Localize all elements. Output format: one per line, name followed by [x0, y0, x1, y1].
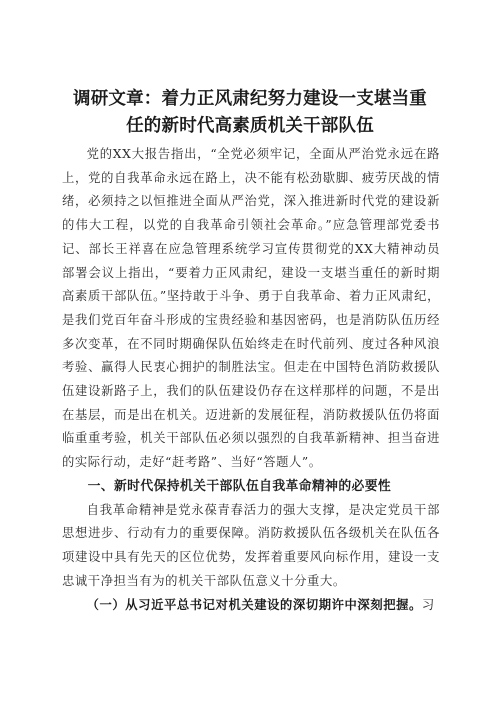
- paragraph-intro: 党的XX大报告指出，“全党必须牢记，全面从严治党永远在路上，党的自我革命永远在路上，决不能有松劲歇脚、疲劳厌战的情绪，必须持之以恒推进全面从严治党，深入推进新时代党的建设新的伟大工程，以党的自我革命引领社会革命。”应急管理部党委书记、部长王祥喜在应急管理系统学习宣传贯彻党的XX大精神动员部署会议上指出，“要着力正风肃纪，建设一支堪当重任的新时期高素质干部队伍。”坚持敢于斗争、勇于自我革命、着力正风肃纪，是我们党百年奋斗形成的宝贵经验和基因密码，也是消防队伍历经多次变革，在不同时期确保队伍始终走在时代前列、度过各种风浪考验、赢得人民衷心拥护的制胜法宝。但走在中国特色消防救援队伍建设新路子上，我们的队伍建设仍存在这样那样的问题，不是出在基层，而是出在机关。迈进新的发展征程，消防救援队伍仍将面临重重考验，机关干部队伍必须以强烈的自我革新精神、担当奋进的实际行动，走好“赶考路”、当好“答题人”。: [62, 147, 440, 470]
- title-line-2: 任的新时代高素质机关干部队伍: [126, 116, 374, 136]
- document-body: [62, 143, 440, 618]
- section-heading-1: 一、新时代保持机关干部队伍自我革命精神的必要性: [87, 478, 392, 494]
- title-line-1: 调研文章：着力正风肃纪努力建设一支堪当重: [73, 89, 427, 109]
- paragraph-section-1: 自我革命精神是党永葆青春活力的强大支撑，是决定党员干部思想进步、行动有力的重要保障。消防救援队伍各级机关在队伍各项建设中具有先天的区位优势，发挥着重要风向标作用，建设一支忠诚干净担当有为的机关干部队伍意义十分重大。: [62, 502, 440, 588]
- document-title: [40, 86, 460, 140]
- subsection-1-heading: （一）从习近平总书记对机关建设的深切期许中深刻把握。: [86, 597, 422, 613]
- subsection-1-text: 习: [421, 598, 435, 613]
- subsection-1: [62, 593, 440, 618]
